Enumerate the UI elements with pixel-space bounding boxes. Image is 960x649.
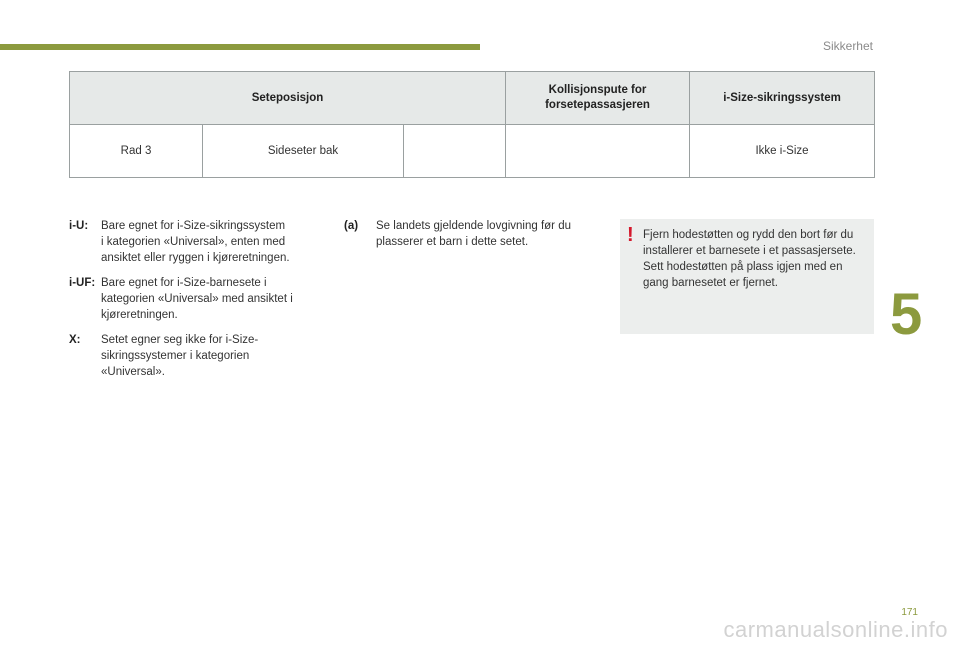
- note-line: Bare egnet for i-Size-sikringssystem: [101, 220, 286, 232]
- warning-line: Sett hodestøtten på plass igjen med en: [643, 261, 843, 273]
- footnote: [344, 218, 604, 259]
- cell-seat: Sideseter bak: [203, 125, 404, 178]
- table-row: [70, 125, 875, 178]
- cell-isize: Ikke i-Size: [690, 125, 875, 178]
- header-airbag-line2: forsetepassasjeren: [545, 99, 650, 111]
- note-line: kjøreretningen.: [101, 309, 178, 321]
- footnote-line: Se landets gjeldende lovgivning før du: [376, 220, 571, 232]
- footnote-line: plasserer et barn i dette setet.: [376, 236, 529, 248]
- cell-empty-1: [404, 125, 506, 178]
- chapter-number: 5: [890, 282, 923, 347]
- table-header-row: [70, 72, 875, 125]
- note-iu: [69, 218, 314, 266]
- section-color-bar: [0, 44, 480, 50]
- legend-notes: [69, 218, 314, 389]
- note-line: ansiktet eller ryggen i kjøreretningen.: [101, 252, 290, 264]
- warning-text: [643, 227, 869, 291]
- note-key: X:: [69, 334, 81, 346]
- note-line: sikringssystemer i kategorien: [101, 350, 250, 362]
- section-title: Sikkerhet: [822, 39, 873, 53]
- watermark: carmanualsonline.info: [723, 617, 948, 642]
- warning-line: Fjern hodestøtten og rydd den bort før du: [643, 229, 854, 241]
- warning-line: installerer et barnesete i et passasjersete.: [643, 245, 856, 257]
- note-key: i-UF:: [69, 277, 96, 289]
- header-airbag-line1: Kollisjonspute for: [548, 84, 647, 96]
- footnote-text: [376, 218, 571, 250]
- header-seat-position: Seteposisjon: [70, 72, 506, 125]
- footnote-key: (a): [344, 220, 359, 232]
- warning-box: [620, 219, 874, 334]
- header-isize: i-Size-sikringssystem: [690, 72, 875, 125]
- note-line: «Universal».: [101, 366, 165, 378]
- warning-line: gang barnesetet er fjernet.: [643, 277, 778, 289]
- note-line: Bare egnet for i-Size-barnesete i: [101, 277, 267, 289]
- note-iuf: [69, 275, 314, 323]
- page-number: 171: [901, 607, 918, 618]
- note-text: [101, 275, 293, 323]
- note-line: i kategorien «Universal», enten med: [101, 236, 286, 248]
- cell-empty-2: [506, 125, 690, 178]
- footnote-a: [344, 218, 604, 250]
- note-x: [69, 332, 314, 380]
- header-airbag: [506, 72, 690, 125]
- note-key: i-U:: [69, 220, 89, 232]
- note-text: [101, 332, 258, 380]
- seat-table: [69, 71, 875, 178]
- note-text: [101, 218, 290, 266]
- warning-icon: !: [627, 224, 634, 246]
- note-line: Setet egner seg ikke for i-Size-: [101, 334, 259, 346]
- cell-row: Rad 3: [70, 125, 203, 178]
- note-line: kategorien «Universal» med ansiktet i: [101, 293, 293, 305]
